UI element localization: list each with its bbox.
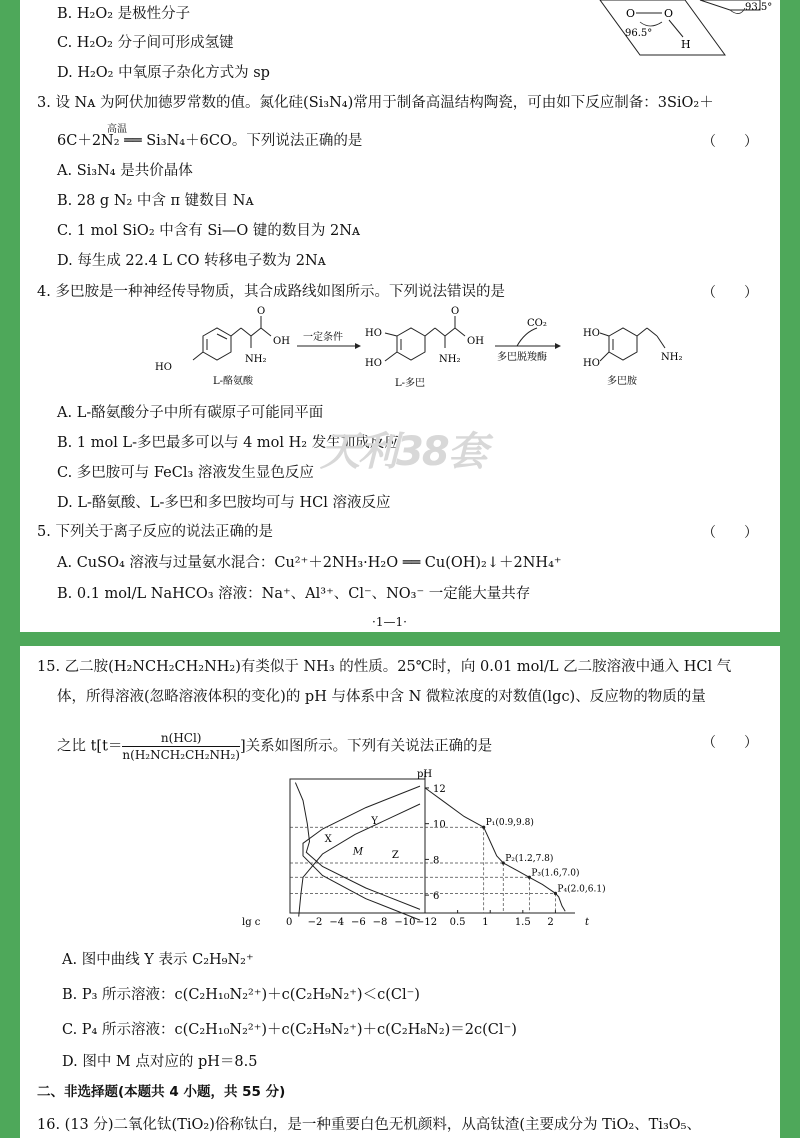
q16-stem: 16. (13 分)二氧化钛(TiO₂)俗称钛白，是一种重要白色无机颜料，从高钛渣(主要成分为 TiO₂、Ti₃O₅、 — [37, 1117, 701, 1133]
lgc-tick-label: −12 — [416, 917, 438, 928]
q15-stem-1: 15. 乙二胺(H₂NCH₂CH₂NH₂)有类似于 NH₃ 的性质。25℃时，向 0.01 mol/L 乙二胺溶液中通入 HCl 气 — [37, 659, 732, 675]
atom-o1: O — [626, 7, 636, 20]
q4-option-a: A. L-酪氨酸分子中所有碳原子可能同平面 — [57, 405, 324, 421]
svg-text:NH₂: NH₂ — [245, 354, 267, 365]
titration-chart — [240, 769, 606, 936]
t-tick-label: 1 — [482, 917, 489, 928]
exam-page-2 — [20, 646, 780, 1138]
svg-text:OH: OH — [273, 336, 290, 347]
q3-option-c: C. 1 mol SiO₂ 中含有 Si—O 键的数目为 2Nᴀ — [57, 223, 361, 239]
lgc-tick-label: −8 — [372, 917, 388, 928]
lgc-tick-label: −10 — [394, 917, 416, 928]
q15-stem-3: 之比 t[t＝ n(HCl) n(H₂NCH₂CH₂NH₂) ]关系如图所示。下列有关说法正确的是 — [57, 731, 493, 762]
angle-96: 96.5° — [625, 28, 653, 39]
q15-answer-paren: （ ） — [702, 735, 758, 751]
point-label-p2: P₂(1.2,7.8) — [505, 853, 554, 864]
curve-label-z: Z — [391, 850, 399, 862]
atom-h: H — [681, 38, 691, 51]
q3-stem-2: 6C＋2N₂ ══ Si₃N₄＋6CO。下列说法正确的是 — [57, 133, 363, 149]
lgc-axis-label: lg c — [242, 917, 261, 928]
q15-option-a: A. 图中曲线 Y 表示 C₂H₉N₂⁺ — [62, 952, 254, 968]
curve-label-m: M — [352, 846, 364, 858]
q2-option-c: C. H₂O₂ 分子间可形成氢键 — [57, 35, 234, 51]
q4-option-b: B. 1 mol L-多巴最多可以与 4 mol H₂ 发生加成反应 — [57, 435, 399, 451]
fraction-numerator: n(HCl) — [122, 730, 240, 747]
q3-option-a: A. Si₃N₄ 是共价晶体 — [57, 163, 193, 179]
svg-text:HO: HO — [583, 358, 600, 369]
t-axis-label: t — [585, 917, 590, 928]
species-curve-z — [299, 804, 420, 917]
q15-stem-2: 体，所得溶液(忽略溶液体积的变化)的 pH 与体系中含 N 微粒浓度的对数值(lgc)、反应物的物质的量 — [57, 689, 706, 705]
arrow-enzyme: 多巴脱羧酶 — [497, 352, 547, 363]
watermark: 天利38套 — [320, 429, 486, 475]
t-tick-label: 1.5 — [514, 917, 531, 928]
svg-text:O: O — [451, 306, 460, 317]
q4-answer-paren: （ ） — [702, 285, 758, 301]
curve-label-x: X — [324, 833, 332, 845]
point-label-p3: P₃(1.6,7.0) — [531, 868, 580, 879]
q3-answer-paren: （ ） — [702, 134, 758, 150]
svg-text:HO: HO — [583, 328, 600, 339]
t-tick-label: 0.5 — [449, 917, 466, 928]
lgc-tick-label: −4 — [329, 917, 345, 928]
t-tick-label: 2 — [547, 917, 554, 928]
lgc-tick-label: −6 — [351, 917, 366, 928]
q5-answer-paren: （ ） — [702, 525, 758, 541]
svg-text:O: O — [257, 306, 266, 317]
svg-text:CO₂: CO₂ — [527, 318, 547, 329]
atom-o2: O — [664, 7, 674, 20]
q3-condition: 高温 — [107, 124, 127, 135]
q3-stem-1: 3. 设 Nᴀ 为阿伏加德罗常数的值。氮化硅(Si₃N₄)常用于制备高温结构陶瓷，可由如下反应制备：3SiO₂＋ — [37, 95, 714, 111]
svg-text:OH: OH — [467, 336, 484, 347]
page-number: ·1—1· — [372, 615, 407, 629]
svg-text:HO: HO — [365, 358, 382, 369]
label-l-dopa: L-多巴 — [395, 378, 426, 389]
label-l-tyrosine: L-酪氨酸 — [213, 376, 254, 387]
angle-93: 93.5° — [745, 2, 773, 13]
ph-tick-label: 6 — [433, 891, 440, 903]
ph-tick-label: 8 — [433, 855, 440, 867]
point-label-p4: P₄(2.0,6.1) — [557, 884, 606, 895]
fraction-denominator: n(H₂NCH₂CH₂NH₂) — [122, 748, 240, 762]
ph-tick-label: 10 — [433, 819, 446, 831]
curve-label-y: Y — [371, 816, 378, 828]
lgc-tick-label: −2 — [307, 917, 323, 928]
q15-option-c: C. P₄ 所示溶液：c(C₂H₁₀N₂²⁺)＋c(C₂H₉N₂⁺)＋c(C₂H₈N₂)＝2c(Cl⁻) — [62, 1022, 517, 1038]
q5-option-a: A. CuSO₄ 溶液与过量氨水混合：Cu²⁺＋2NH₃·H₂O ══ Cu(OH)₂↓＋2NH₄⁺ — [57, 555, 562, 571]
h2o2-structure-figure — [580, 0, 780, 60]
section-2-heading: 二、非选择题(本题共 4 小题，共 55 分) — [37, 1084, 286, 1100]
dopamine-synthesis-scheme — [145, 306, 705, 394]
ph-tick-label: 12 — [433, 783, 446, 795]
q3-option-b: B. 28 g N₂ 中含 π 键数目 Nᴀ — [57, 193, 254, 209]
point-label-p1: P₁(0.9,9.8) — [485, 818, 534, 829]
q4-stem: 4. 多巴胺是一种神经传导物质，其合成路线如图所示。下列说法错误的是 — [37, 284, 505, 300]
svg-text:HO: HO — [155, 362, 172, 373]
q15-option-d: D. 图中 M 点对应的 pH＝8.5 — [62, 1054, 258, 1070]
q3-option-d: D. 每生成 22.4 L CO 转移电子数为 2Nᴀ — [57, 253, 326, 269]
q2-option-d: D. H₂O₂ 中氧原子杂化方式为 sp — [57, 65, 270, 81]
q4-option-d: D. L-酪氨酸、L-多巴和多巴胺均可与 HCl 溶液反应 — [57, 495, 391, 511]
q5-stem: 5. 下列关于离子反应的说法正确的是 — [37, 524, 273, 540]
q5-option-b: B. 0.1 mol/L NaHCO₃ 溶液：Na⁺、Al³⁺、Cl⁻、NO₃⁻ 一定能大量共存 — [57, 586, 531, 602]
svg-text:NH₂: NH₂ — [661, 352, 683, 363]
ph-axis-label: pH — [417, 769, 433, 780]
label-dopamine: 多巴胺 — [607, 376, 637, 387]
lgc-tick-label: 0 — [286, 917, 293, 928]
titration-curve — [425, 788, 565, 911]
svg-text:NH₂: NH₂ — [439, 354, 461, 365]
q4-option-c: C. 多巴胺可与 FeCl₃ 溶液发生显色反应 — [57, 465, 314, 481]
svg-text:HO: HO — [365, 328, 382, 339]
exam-page-1 — [20, 0, 780, 632]
q15-option-b: B. P₃ 所示溶液：c(C₂H₁₀N₂²⁺)＋c(C₂H₉N₂⁺)＜c(Cl⁻) — [62, 987, 420, 1003]
q2-option-b: B. H₂O₂ 是极性分子 — [57, 6, 191, 22]
arrow-condition: 一定条件 — [303, 332, 343, 343]
